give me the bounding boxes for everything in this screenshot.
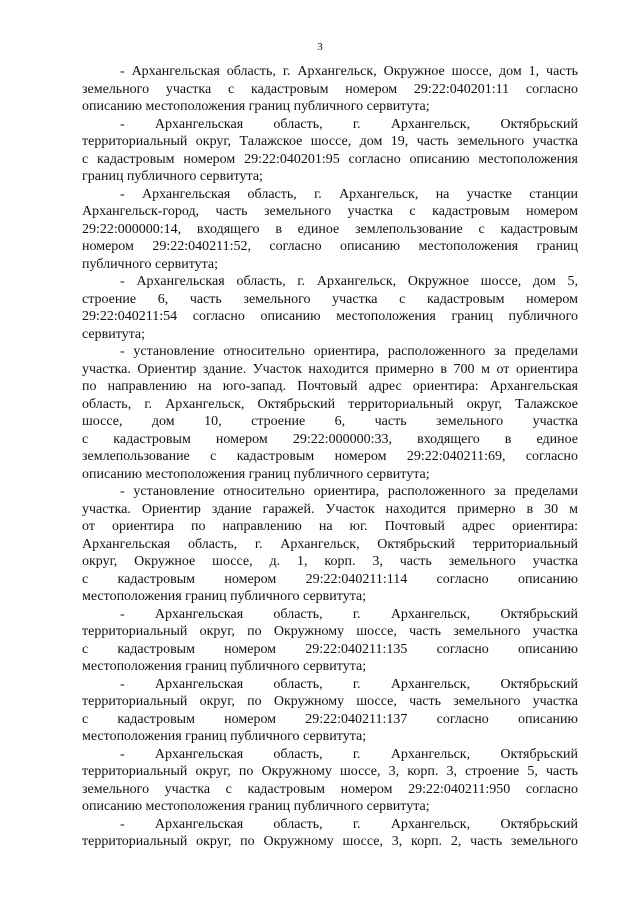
text-line: землепользование с кадастровым номером 29:22:040211:69, согласно [82, 449, 578, 464]
text-line: Архангельская область, г. Архангельск, Октябрьский территориальный [82, 536, 578, 552]
text-line: Архангельск-город, часть земельного участка с кадастровым номером [82, 204, 578, 219]
text-line: сервитута; [82, 326, 146, 342]
text-line: описанию местоположения границ публичного сервитута; [82, 799, 430, 814]
text-line: с кадастровым номером 29:22:040211:135 согласно описанию [82, 641, 578, 657]
text-line: - Архангельская область, г. Архангельск, Октябрьский [120, 676, 578, 692]
paragraph [82, 746, 578, 816]
text-line: 29:22:040211:54 согласно описанию местоположения границ публичного [82, 309, 578, 324]
text-line: по направлению на юго-запад. Почтовый адрес ориентира: Архангельская [82, 379, 578, 394]
paragraph [82, 676, 578, 746]
text-line: участка. Ориентир здание гаражей. Участок находится примерно в 30 м [82, 501, 578, 517]
paragraph [82, 273, 578, 343]
text-line: границ публичного сервитута; [82, 169, 263, 184]
paragraph [82, 343, 578, 483]
text-line: - Архангельская область, г. Архангельск, на участке станции [120, 186, 578, 202]
text-line: с кадастровым номером 29:22:040211:114 согласно описанию [82, 571, 578, 587]
text-line: с кадастровым номером 29:22:040211:137 согласно описанию [82, 711, 578, 727]
text-line: территориальный округ, Талажское шоссе, дом 19, часть земельного участка [82, 134, 578, 149]
text-line: с кадастровым номером 29:22:040201:95 согласно описанию местоположения [82, 151, 578, 167]
text-line: территориальный округ, по Окружному шоссе, 3, корп. 2, часть земельного [82, 834, 578, 849]
text-line: - Архангельская область, г. Архангельск, Октябрьский [120, 606, 578, 622]
text-line: земельного участка с кадастровым номером 29:22:040201:11 согласно [82, 81, 578, 97]
text-line: - Архангельская область, г. Архангельск, Октябрьский [120, 816, 578, 832]
text-line: - установление относительно ориентира, расположенного за пределами [120, 484, 578, 499]
text-line: шоссе, дом 10, строение 6, часть земельного участка [82, 414, 578, 429]
text-line: 29:22:000000:14, входящего в единое землепользование с кадастровым [82, 221, 578, 237]
text-line: территориальный округ, по Окружному шоссе, часть земельного участка [82, 694, 578, 709]
text-line: с кадастровым номером 29:22:000000:33, входящего в единое [82, 431, 578, 447]
text-line: описанию местоположения границ публичного сервитута; [82, 99, 430, 114]
text-line: земельного участка с кадастровым номером 29:22:040211:950 согласно [82, 781, 578, 797]
document-body [82, 63, 578, 851]
text-line: - Архангельская область, г. Архангельск, Октябрьский [120, 746, 578, 762]
text-line: от ориентира по направлению на юг. Почтовый адрес ориентира: [82, 519, 578, 534]
text-line: местоположения границ публичного сервитута; [82, 589, 367, 604]
text-line: территориальный округ, по Окружному шоссе, 3, корп. 3, строение 5, часть [82, 764, 578, 779]
page-number: 3 [317, 41, 323, 53]
text-line: публичного сервитута; [82, 256, 219, 272]
paragraph [82, 186, 578, 274]
paragraph [82, 116, 578, 186]
text-line: участка. Ориентир здание. Участок находится примерно в 700 м от ориентира [82, 361, 578, 377]
text-line: строение 6, часть земельного участка с кадастровым номером [82, 291, 578, 307]
text-line: - Архангельская область, г. Архангельск, Окружное шоссе, дом 1, часть [120, 64, 578, 79]
paragraph [82, 816, 578, 851]
text-line: - Архангельская область, г. Архангельск, Октябрьский [120, 116, 578, 132]
text-line: номером 29:22:040211:52, согласно описанию местоположения границ [82, 239, 578, 254]
text-line: - Архангельская область, г. Архангельск, Окружное шоссе, дом 5, [120, 274, 578, 289]
paragraph [82, 606, 578, 676]
paragraph [82, 63, 578, 116]
text-line: область, г. Архангельск, Октябрьский территориальный округ, Талажское [82, 396, 578, 412]
paragraph [82, 483, 578, 606]
text-line: местоположения границ публичного сервитута; [82, 729, 367, 744]
text-line: - установление относительно ориентира, расположенного за пределами [120, 344, 578, 359]
text-line: территориальный округ, по Окружному шоссе, часть земельного участка [82, 624, 578, 639]
text-line: описанию местоположения границ публичного сервитута; [82, 466, 430, 482]
text-line: местоположения границ публичного сервитута; [82, 659, 367, 674]
text-line: округ, Окружное шоссе, д. 1, корп. 3, часть земельного участка [82, 554, 578, 569]
